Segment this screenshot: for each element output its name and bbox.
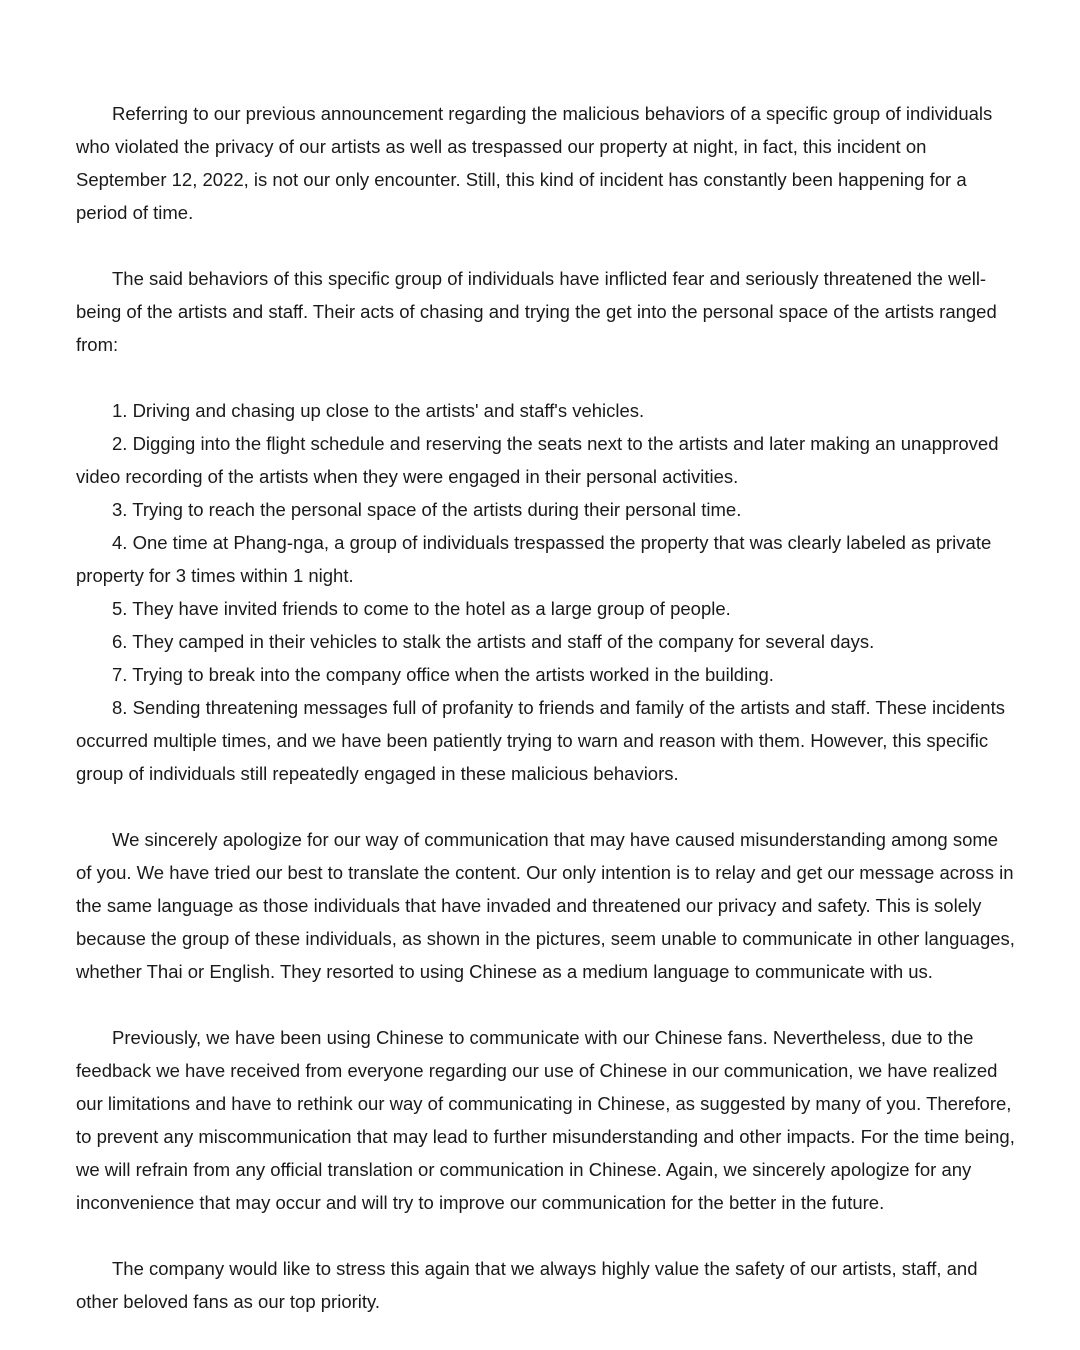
list-item: 1. Driving and chasing up close to the artists' and staff's vehicles. [112, 400, 645, 421]
statement-document [76, 97, 1016, 1318]
list-item: 6. They camped in their vehicles to stalk the artists and staff of the company for several days. [112, 631, 875, 652]
paragraph-apology: We sincerely apologize for our way of communication that may have caused misunderstanding among some of you. We have tried our best to translate the content. Our only intention is to relay and get our message across in the same language as those individuals that have invaded and threatened our privacy and safety. This is solely because the group of these individuals, as shown in the pictures, seem unable to communicate in other languages, whether Thai or English. They resorted to using Chinese as a medium language to communicate with us. [76, 829, 1015, 982]
list-item: 3. Trying to reach the personal space of the artists during their personal time. [112, 499, 742, 520]
list-item: 5. They have invited friends to come to the hotel as a large group of people. [112, 598, 731, 619]
paragraph-previous-announcement: Referring to our previous announcement regarding the malicious behaviors of a specific group of individuals who violated the privacy of our artists as well as trespassed our property at night, in fact, this incident on September 12, 2022, is not our only encounter. Still, this kind of incident has constantly been happening for a period of time. [76, 103, 993, 223]
paragraph-safety-priority: The company would like to stress this again that we always highly value the safety of our artists, staff, and other beloved fans as our top priority. [76, 1258, 978, 1312]
paragraph-behaviors-intro: The said behaviors of this specific group of individuals have inflicted fear and seriously threatened the well-being of the artists and staff. Their acts of chasing and trying the get into the personal space of the artists ranged from: [76, 268, 997, 355]
incident-list [76, 394, 1016, 790]
list-item: 7. Trying to break into the company office when the artists worked in the building. [112, 664, 774, 685]
list-item: 4. One time at Phang-nga, a group of individuals trespassed the property that was clearly labeled as private property for 3 times within 1 night. [76, 532, 992, 586]
list-item: 8. Sending threatening messages full of profanity to friends and family of the artists and staff. These incidents occurred multiple times, and we have been patiently trying to warn and reason with them. However, this specific group of individuals still repeatedly engaged in these malicious behaviors. [76, 697, 1005, 784]
paragraph-chinese-communication: Previously, we have been using Chinese to communicate with our Chinese fans. Nevertheless, due to the feedback we have received from everyone regarding our use of Chinese in our communication, we have realized our limitations and have to rethink our way of communicating in Chinese, as suggested by many of you. Therefore, to prevent any miscommunication that may lead to further misunderstanding and other impacts. For the time being, we will refrain from any official translation or communication in Chinese. Again, we sincerely apologize for any inconvenience that may occur and will try to improve our communication for the better in the future. [76, 1027, 1015, 1213]
list-item: 2. Digging into the flight schedule and reserving the seats next to the artists and later making an unapproved video recording of the artists when they were engaged in their personal activities. [76, 433, 999, 487]
